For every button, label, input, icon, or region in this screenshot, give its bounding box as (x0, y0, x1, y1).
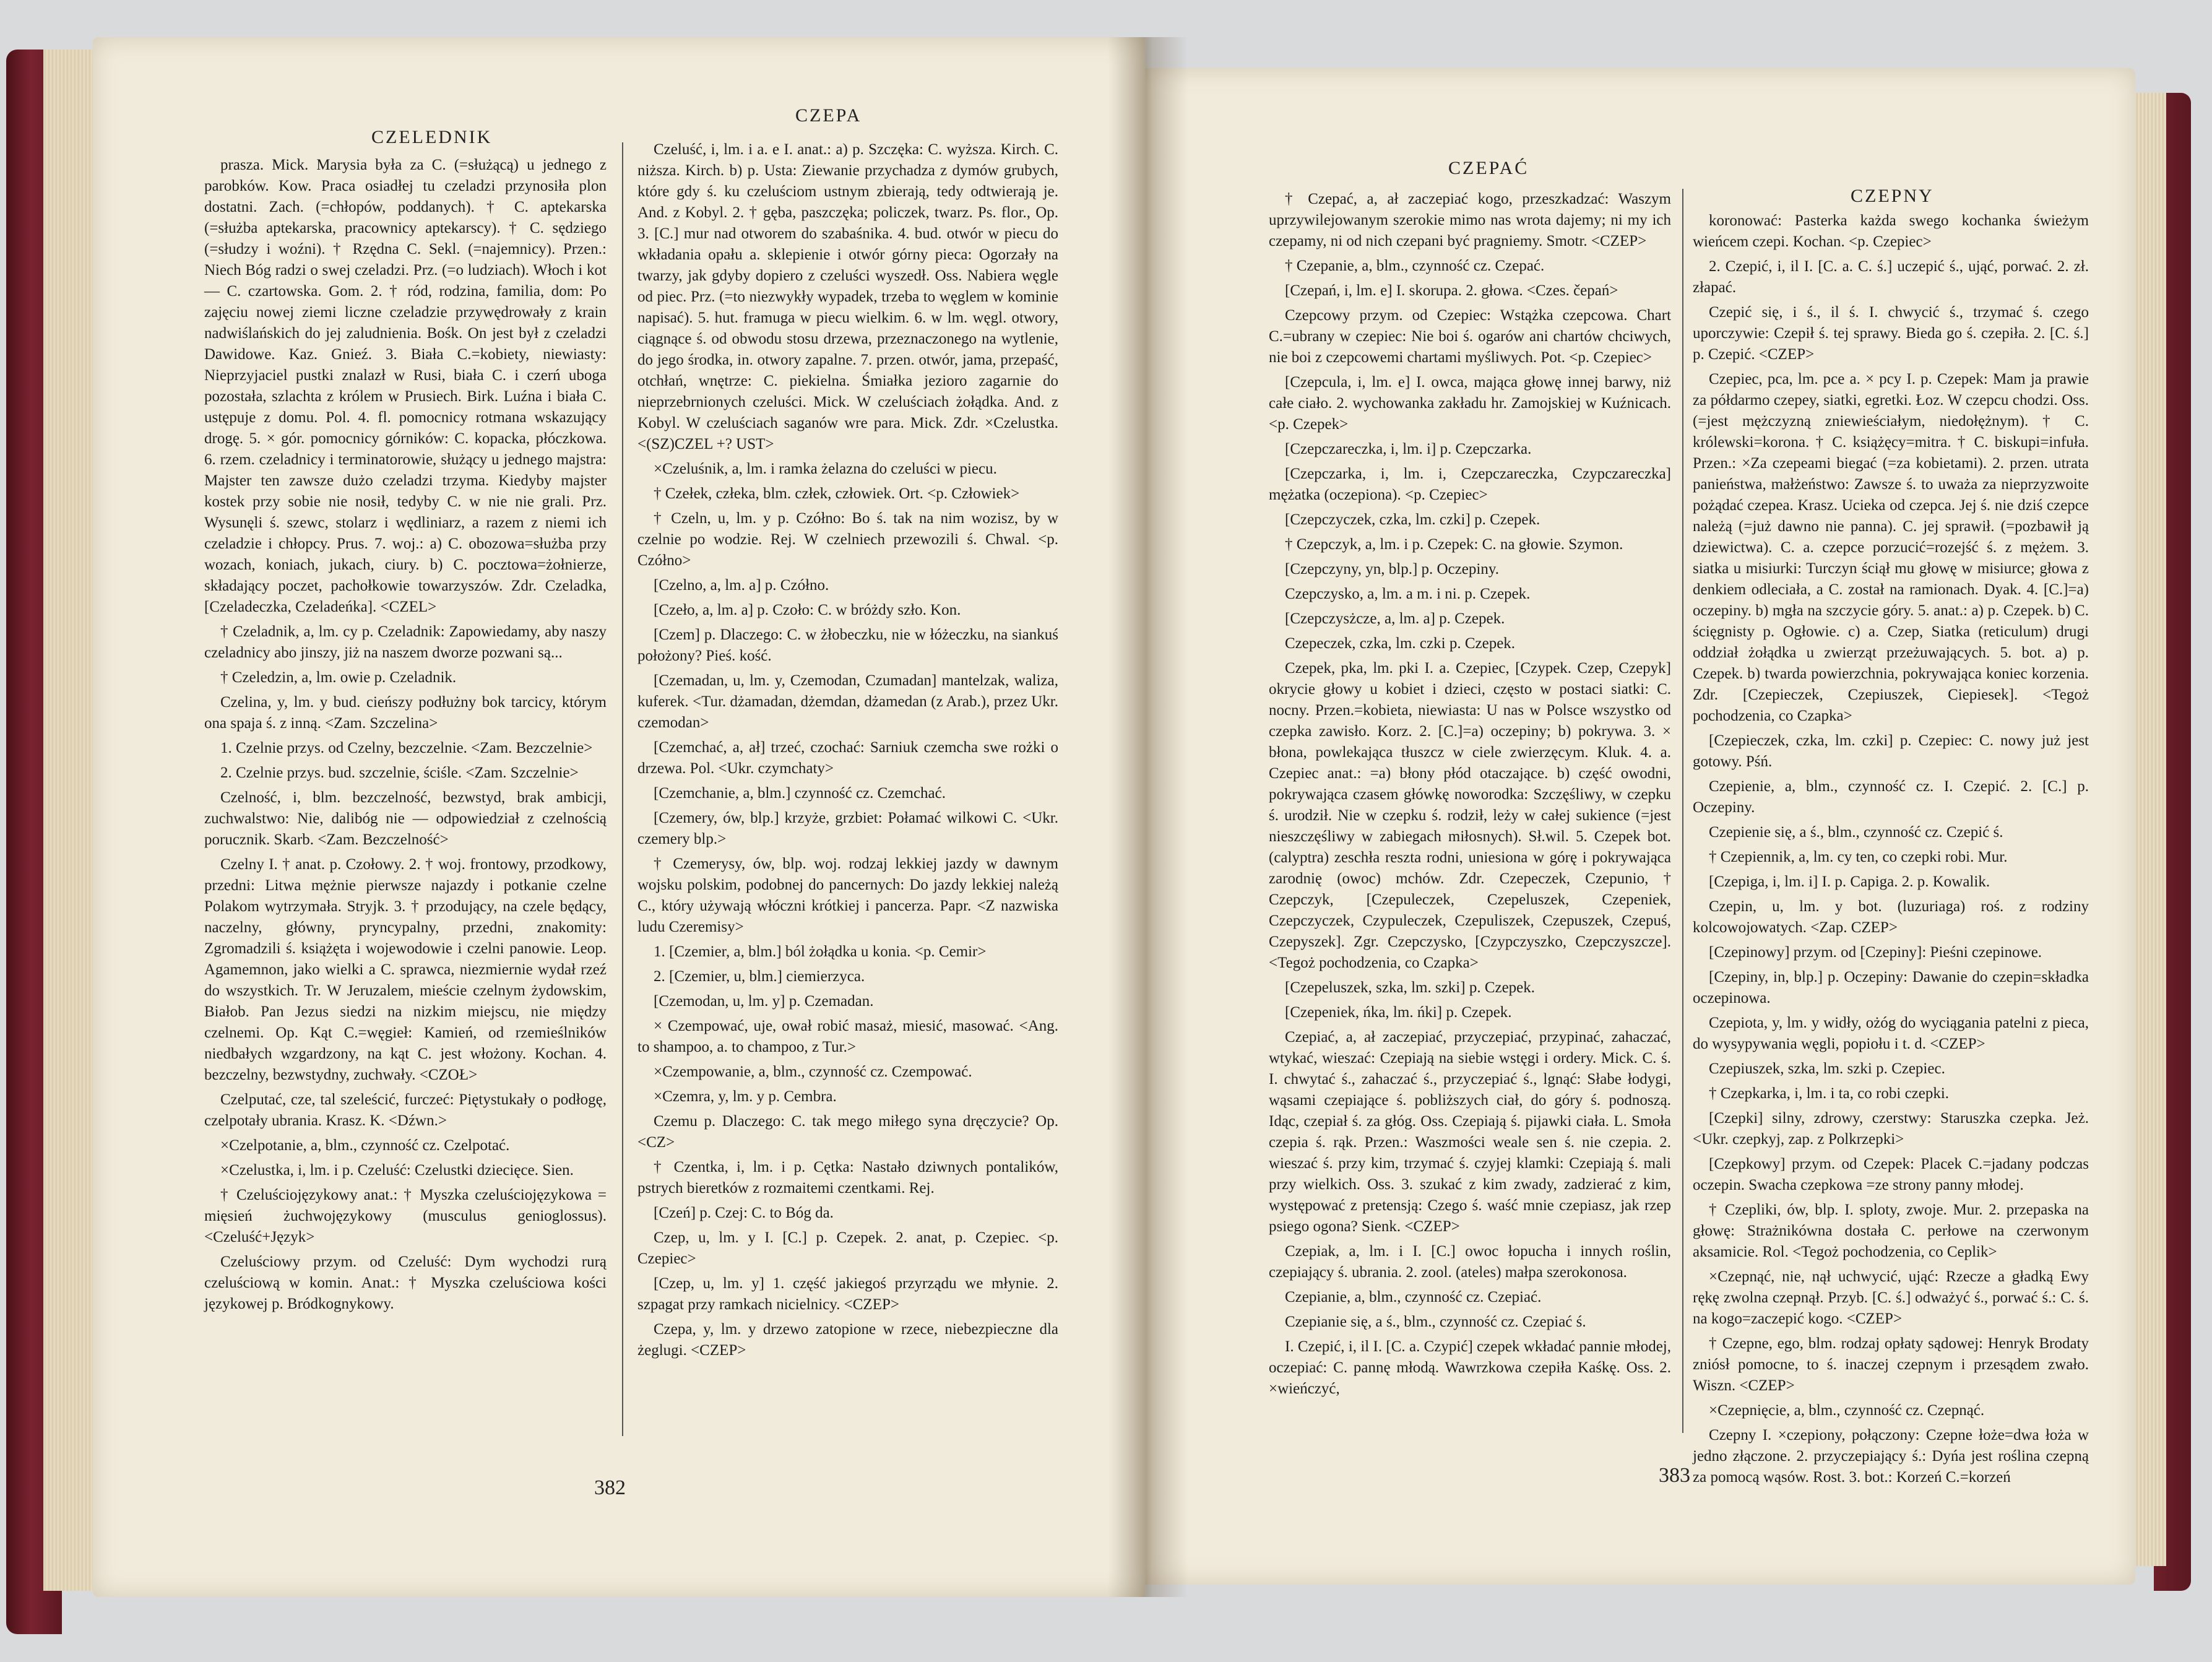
dictionary-entry: I. Czepić, i, il I. [C. a. Czypić] czepek wkładać pannie młodej, oczepiać: C. pannę młodą. Wawrzkowa czepiła Kaśkę. Oss. 2. ×wieńczyć, (1269, 1338, 1671, 1397)
dictionary-entry: † Czeln, u, lm. y p. Czółno: Bo ś. tak na nim wozisz, by w czelnie po wodzie. Rej. W czelniech przewozili ś. Chwal. <p. Czółno> (637, 510, 1058, 569)
dictionary-entry: [Czemchanie, a, blm.] czynność cz. Czemchać. (654, 785, 946, 802)
right-page-column-1 (1269, 189, 1671, 1433)
column-rule-right (1682, 189, 1683, 1433)
dictionary-entry: † Czepczyk, a, lm. i p. Czepek: C. na głowie. Szymon. (1285, 536, 1623, 553)
dictionary-entry: Czepcowy przym. od Czepiec: Wstążka czepcowa. Chart C.=ubrany w czepiec: Nie boi ś. ogarów ani chartów chciwych, nie boi z czepcowemi chartami myśliwych. Pot. <p. Czepiec> (1269, 307, 1671, 366)
dictionary-entry: Czep, u, lm. y I. [C.] p. Czepek. 2. anat, p. Czepiec. <p. Czepiec> (637, 1229, 1058, 1267)
dictionary-entry: [Czepcula, i, lm. e] I. owca, mająca głowę innej barwy, niż całe ciało. 2. wychowanka zakładu hr. Zamojskiej w Kuźnicach. <p. Czepek> (1269, 374, 1671, 433)
page-number-left: 382 (594, 1476, 626, 1499)
dictionary-entry: ×Czepnąć, nie, nął uchwycić, ująć: Rzecze a gładką Ewy rękę zwolna czepnął. Przyb. [C. ś.] odważyć ś., porwać ś.: C. ś. na kogo=zaczepić kogo. <CZEP> (1693, 1268, 2089, 1327)
dictionary-entry: Czepin, u, lm. y bot. (luzuriaga) roś. z rodziny kolcowojowatych. <Zap. CZEP> (1693, 898, 2089, 936)
right-page-column-2 (1693, 210, 2089, 1486)
dictionary-entry: 1. [Czemier, a, blm.] ból żołądka u konia. <p. Cemir> (654, 943, 987, 960)
dictionary-entry: † Czepliki, ów, blp. I. sploty, zwoje. Mur. 2. przepaska na głowę: Strażnikówna dostała C. perłowe na czerwonym aksamicie. Rol. <Tegoż pochodzenia, co Ceplik> (1693, 1201, 2089, 1260)
dictionary-entry: Czepienie się, a ś., blm., czynność cz. Czepić ś. (1709, 824, 2003, 841)
left-page-column-1 (204, 155, 607, 1436)
dictionary-entry: † Czepanie, a, blm., czynność cz. Czepać. (1285, 258, 1545, 274)
dictionary-entry: ×Czepnięcie, a, blm., czynność cz. Czepnąć. (1709, 1402, 1985, 1419)
dictionary-entry: [Czepczarka, i, lm. i, Czepczareczka, Czypczareczka] mężatka (oczepiona). <p. Czepiec> (1269, 465, 1671, 503)
dictionary-entry: [Czemodan, u, lm. y] p. Czemadan. (654, 993, 874, 1010)
dictionary-entry: Czepeczek, czka, lm. czki p. Czepek. (1285, 635, 1516, 652)
dictionary-entry: [Czeło, a, lm. a] p. Czoło: C. w bróżdy szło. Kon. (654, 602, 961, 618)
dictionary-entry: 2. [Czemier, u, blm.] ciemierzyca. (654, 968, 865, 985)
dictionary-entry: ×Czeluśnik, a, lm. i ramka żelazna do czeluści w piecu. (654, 461, 997, 477)
dictionary-entry: prasza. Mick. Marysia była za C. (=służącą) u jednego z parobków. Kow. Praca osiadłej tu czeladzi przynosiła plon dostatni. Zach. (=chłopów, poddanych). † C. aptekarska (=służba aptekarska, pracownicy aptekarscy). † C. sędziego (=słudzy i woźni). † Rzędna C. Sekl. (=najemnicy). Przen.: Niech Bóg radzi o swej czeladzi. Prz. (=o ludziach). Włoch i kot — C. czartowska. Gom. 2. † ród, rodzina, familia, dom: Po zajęciu nowej ziemi liczne czeladzie przywędrowały z krain nadwiślańskich do jej zaludnienia. Bośk. On jest był z czeladzi Dawidowe. Kaz. Gnieź. 3. Biała C.=kobiety, niewiasty: Nieprzyjaciel pustki znalazł w Rusi, biała C. i czerń uboga pozostała, szlachta z królem w Prusiech. Birk. Luźna i biała C. ustępuje z domu. Pol. 4. fl. pomocnicy rotmana wskazujący drogę. 5. × gór. pomocnicy górników: C. kopacka, płóczkowa. 6. rzem. czeladnicy i terminatorowie, służący u jednego majstra: Majster ten zawsze dużo czeladzi trzyma. Kiedyby majster kostek przy sobie nie nosił, tedyby C. w nie nie grali. Prz. Wysunęli ś. szewc, stolarz i wędliniarz, a razem z niemi ich czeladzie i chłopcy. Prus. 7. woj.: a) C. obozowa=służba przy wozach, koniach, jukach, ciury. b) C. pocztowa=żołnierze, składający poczet, pachołkowie towarzyszów. Zdr. Czeladka, [Czeladeczka, Czeladeńka]. <CZEL> (204, 157, 607, 615)
dictionary-entry: [Czepkowy] przym. od Czepek: Placek C.=jadany podczas oczepin. Swacha czepkowa =ze strony panny młodej. (1693, 1156, 2089, 1193)
left-page-column-2 (637, 139, 1058, 1458)
dictionary-entry: × Czempować, uje, ował robić masaż, miesić, masować. <Ang. to shampoo, a. to champoo, z Tur.> (637, 1018, 1058, 1055)
running-head-center-right: CZEPAĆ (1448, 158, 1529, 178)
dictionary-entry: † Czeladnik, a, lm. cy p. Czeladnik: Zapowiedamy, aby naszy czeladnicy abo jinszy, jiż na naszem dworze pozwani są... (204, 623, 607, 661)
dictionary-entry: Czepczysko, a, lm. a m. i ni. p. Czepek. (1285, 586, 1531, 602)
dictionary-entry: koronować: Pasterka każda swego kochanka świeżym wieńcem czepi. Kochan. <p. Czepiec> (1693, 212, 2089, 250)
dictionary-entry: [Czepeniek, ńka, lm. ńki] p. Czepek. (1285, 1004, 1512, 1021)
dictionary-entry: [Czelno, a, lm. a] p. Czółno. (654, 577, 829, 594)
dictionary-entry: [Czepczysżcze, a, lm. a] p. Czepek. (1285, 610, 1505, 627)
dictionary-entry: Czepa, y, lm. y drzewo zatopione w rzece, niebezpieczne dla żeglugi. <CZEP> (637, 1321, 1058, 1359)
dictionary-entry: Czepiak, a, lm. i I. [C.] owoc łopucha i innych roślin, czepiający ś. ubrania. 2. zool. (ateles) małpa szerokonosa. (1269, 1243, 1671, 1281)
running-head-right: CZEPNY (1851, 186, 1934, 206)
dictionary-entry: [Czemery, ów, blp.] krzyże, grzbiet: Połamać wilkowi C. <Ukr. czemery blp.> (637, 810, 1058, 847)
dictionary-entry: [Czepeluszek, szka, lm. szki] p. Czepek. (1285, 979, 1536, 996)
dictionary-entry: † Czepne, ego, blm. rodzaj opłaty sądowej: Henryk Brodaty zniósł pomocne, to ś. inaczej czepnym i przesądem zwało. Wiszn. <CZEP> (1693, 1335, 2089, 1394)
dictionary-entry: Czepny I. ×czepiony, połączony: Czepne łoże=dwa łoża w jedno złączone. 2. przyczepiający ś.: Dyńa jest roślina czepną za pomocą wąsów. Rost. 3. bot.: Korzeń C.=korzeń (1693, 1427, 2089, 1486)
dictionary-entry: Czepianie, a, blm., czynność cz. Czepiać. (1285, 1289, 1542, 1305)
dictionary-entry: Czepić się, i ś., il ś. I. chwycić ś., trzymać ś. czego uporczywie: Czepił ś. tej sprawy. Bieda go ś. czepiła. 2. [C. ś.] p. Czepić. <CZEP> (1693, 304, 2089, 363)
dictionary-entry: † Czełek, człeka, blm. człek, człowiek. Ort. <p. Człowiek> (654, 485, 1020, 502)
dictionary-entry: [Czepczareczka, i, lm. i] p. Czepczarka. (1285, 441, 1532, 457)
dictionary-entry: Czepianie się, a ś., blm., czynność cz. Czepiać ś. (1285, 1314, 1586, 1330)
dictionary-entry: † Czepiennik, a, lm. cy ten, co czepki robi. Mur. (1709, 849, 2008, 865)
dictionary-entry: Czelność, i, blm. bezczelność, bezwstyd, brak ambicji, zuchwalstwo: Nie, dalibóg nie — odpowiedział z czelnością porucznik. Skarb. <Zam. Bezczelność> (204, 789, 607, 848)
running-head-center-left: CZEPA (795, 105, 862, 126)
dictionary-entry: Czelny I. † anat. p. Czołowy. 2. † woj. frontowy, przodkowy, przedni: Litwa mężnie pierwsze najazdy i potkanie czelne Polakom wytrzymała. Stryjk. 3. † przodujący, na czele będący, naczelny, główny, pryncypalny, przedni, znakomity: Zgromadzili ś. książęta i wojewodowie i czelni panowie. Leop. Agamemnon, jako wielki a C. sprawca, niezmiernie wydał rzeź do wszystkich. Tr. W Jeruzalem, mieście czelnym żydowskim, Białob. Pan Jezus siedzi na nizkim miejscu, nie między czelnemi. Op. Kąt C.=węgieł: Kamień, od rzemieślników niedbałych wzgardzony, na kąt C. jest włożony. Kochan. 4. bezczelny, bezwstydny, zuchwały. <CZOŁ> (204, 856, 607, 1083)
dictionary-entry: [Czemadan, u, lm. y, Czemodan, Czumadan] mantelzak, waliza, kuferek. <Tur. dżamadan, dżemdan, dżamedan (z Arab.), przez Ukr. czemodan> (637, 672, 1058, 731)
dictionary-entry: † Czepkarka, i, lm. i ta, co robi czepki. (1709, 1085, 1950, 1102)
dictionary-entry: [Czepiny, in, blp.] p. Oczepiny: Dawanie do czepin=składka oczepinowa. (1693, 969, 2089, 1006)
dictionary-entry: [Czepinowy] przym. od [Czepiny]: Pieśni czepinowe. (1709, 944, 2042, 961)
dictionary-entry: [Czepiga, i, lm. i] I. p. Capiga. 2. p. Kowalik. (1709, 873, 1990, 890)
dictionary-entry: † Czeledzin, a, lm. owie p. Czeladnik. (220, 669, 457, 686)
dictionary-entry: [Czep, u, lm. y] 1. część jakiegoś przyrządu we młynie. 2. szpagat przy ramkach nicielnicy. <CZEP> (637, 1275, 1058, 1313)
dictionary-entry: Czeluściowy przym. od Czeluść: Dym wychodzi rurą czeluściową w komin. Anat.: † Myszka czeluściowa kości językowej p. Bródkognykowy. (204, 1253, 607, 1312)
dictionary-entry: Czelputać, cze, tal szeleścić, furczeć: Piętystukały o podłogę, czelpotały ubrania. Krasz. K. <Dźwn.> (204, 1091, 607, 1129)
page-number-right: 383 (1659, 1464, 1690, 1487)
dictionary-entry: Czepek, pka, lm. pki I. a. Czepiec, [Czypek. Czep, Czepyk] okrycie głowy u kobiet i dzieci, często w postaci siatki: C. nocny. Przen.=kobieta, niewiasta: U nas w Polsce wszystko od czepka zawisło. Korz. 2. [C.]=a) oczepiny; b) pokrywa. 3. × błona, powlekająca tłuszcz w ciele zwierzęcym. Kluk. 4. a. Czepiec anat.: =a) błony płód otaczające. b) część owodni, pokrywająca czasem główkę noworodka: Szczęśliwy, w czepku ś. urodził. Nie w czepku ś. rodził, leży w całej sukience (=jest nieszczęśliwy w zabiegach miłosnych). Sł.wil. 5. Czepek bot. (calyptra) zeschła reszta rodni, uniesiona w górę i pokrywająca zarodnię (owoc) mchów. Zdr. Czepeczek, Czepunio, † Czepczyk, [Czepuleczek, Czepeluszek, Czepeniek, Czepczyczek, Czypuleczek, Czepuliszek, Czepuszek, Czepuś, Czepyszek]. Zgr. Czepczysko, [Czypczyszko, Czepczyszcze]. <Tegoż pochodzenia, co Czapka> (1269, 660, 1671, 971)
dictionary-entry: 2. Czelnie przys. bud. szczelnie, ściśle. <Zam. Szczelnie> (220, 764, 579, 781)
dictionary-entry: † Czeluściojęzykowy anat.: † Myszka czeluściojęzykowa = mięsień żuchwojęzykowy (musculus genioglossus). <Czeluść+Język> (204, 1187, 607, 1245)
dictionary-entry: Czepienie, a, blm., czynność cz. I. Czepić. 2. [C.] p. Oczepiny. (1693, 778, 2089, 816)
dictionary-entry: † Czepać, a, ał zaczepiać kogo, przeszkadzać: Waszym uprzywilejowanym szerokie mimo nas wrota dajemy; ni my ich czepamy, ni od nich czepani być pragniemy. Smotr. <CZEP> (1269, 191, 1671, 249)
dictionary-entry: † Czentka, i, lm. i p. Cętka: Nastało dziwnych pontalików, pstrych bieretków z rozmaitemi czentkami. Rej. (637, 1159, 1058, 1197)
dictionary-entry: [Czemchać, a, ał] trzeć, czochać: Sarniuk czemcha swe rożki o drzewa. Pol. <Ukr. czymchaty> (637, 739, 1058, 777)
dictionary-entry: [Czepki] silny, zdrowy, czerstwy: Staruszka czepka. Jeż. <Ukr. czepkyj, zap. z Polkrzepki> (1693, 1110, 2089, 1148)
running-head-left: CZELEDNIK (371, 127, 493, 147)
book-gutter (1108, 37, 1188, 1597)
dictionary-entry: 1. Czelnie przys. od Czelny, bezczelnie. <Zam. Bezczelnie> (220, 740, 593, 756)
dictionary-entry: Czemu p. Dlaczego: C. tak mego miłego syna dręczycie? Op. <CZ> (637, 1113, 1058, 1151)
dictionary-entry: ×Czelustka, i, lm. i p. Czeluść: Czelustki dziecięce. Sien. (220, 1162, 574, 1179)
dictionary-entry: [Czepieczek, czka, lm. czki] p. Czepiec: C. nowy już jest gotowy. Pśń. (1693, 732, 2089, 770)
dictionary-entry: ×Czelpotanie, a, blm., czynność cz. Czelpotać. (220, 1137, 510, 1154)
column-rule-left (622, 142, 623, 1436)
dictionary-entry: [Czepań, i, lm. e] I. skorupa. 2. głowa. <Czes. čepań> (1285, 282, 1618, 299)
dictionary-entry: [Czepczyczek, czka, lm. czki] p. Czepek. (1285, 511, 1540, 528)
dictionary-entry: Czepiec, pca, lm. pce a. × pcy I. p. Czepek: Mam ja prawie za półdarmo czepey, siatki, egretki. Łoz. W czepcu chodzi. Oss. (=jest mężczyzną zniewieściałym, niedołężnym). † C. królewski=korona. † C. książęcy=mitra. † C. biskupi=infuła. Przen.: ×Za czepeami biegać (=za kobietami). 2. przen. utrata panieństwa, małżeństwo: Zawsze ś. to uważa za nieprzyzwoite pożądać czepea. Krasz. Ucieka od czepca. Jej ś. nie dziś czepce należą (=już dawno nie panna). C. jej sprawił. (=pozbawił ją dziewictwa). C. a. czepce porzucić=rozejść ś. z mężem. 3. siatka u misiurki: Turczyn ściął mu głowę w misiurce; głowa z denkiem odleciała, a C. został na ramionach. Dyak. 4. [C.]=a) oczepiny. b) mgła na szczycie góry. 5. anat.: a) p. Czepek. b) C. ścięgnisty p. Ogłowie. c) a. Czep, Siatka (reticulum) drugi oddział żołądka u zwierząt przeżuwających. 5. bot. a) p. Czepek. b) twarda powierzchnia, pokrywająca koniec korzenia. Zdr. [Czepieczek, Czepiuszek, Ciepiesek]. <Tegoż pochodzenia, co Czapka> (1693, 371, 2089, 724)
page-edges-left (43, 50, 99, 1591)
dictionary-entry: 2. Czepić, i, il I. [C. a. C. ś.] uczepić ś., ująć, porwać. 2. zł. złapać. (1693, 258, 2089, 296)
dictionary-entry: Czepiać, a, ał zaczepiać, przyczepiać, przypinać, zahaczać, wtykać, wieszać: Czepiają na siebie wstęgi i ordery. Mick. C. ś. I. chwytać ś., zahaczać ś., przyczepiać ś., lgnąć: Słabe łodygi, wąsami czepiające ś. pobliższych ciał, do góry ś. podnoszą. Idąc, czepiał ś. za głóg. Oss. Czepiają ś. pijawki ciała. L. Smoła czepia ś. rąk. Przen.: Waszmości weale sen ś. nie czepia. 2. wieszać ś. przy kim, trzymać ś. czyjej klamki: Czepiają ś. mali przy wielkich. Oss. 3. szukać z kim zwady, zadzierać z kim, występować z pretensją: Czego ś. waść mnie czepiasz, jak rzep psiego ogona? Sienk. <CZEP> (1269, 1029, 1671, 1235)
dictionary-entry: ×Czemra, y, lm. y p. Cembra. (654, 1088, 837, 1105)
dictionary-entry: Czepiota, y, lm. y widły, ożóg do wyciągania patelni z pieca, do wysypywania węgli, popiołu i t. d. <CZEP> (1693, 1015, 2089, 1052)
dictionary-entry: † Czemerysy, ów, blp. woj. rodzaj lekkiej jazdy w dawnym wojsku polskim, podobnej do pancernych: Do jazdy lekkiej należą C., który używają włóczni krótkiej i pancerza. Papr. <Z nazwiska ludu Czeremisy> (637, 855, 1058, 935)
dictionary-entry: [Czeń] p. Czej: C. to Bóg da. (654, 1205, 834, 1221)
dictionary-entry: [Czepczyny, yn, blp.] p. Oczepiny. (1285, 561, 1499, 578)
dictionary-entry: Czeluść, i, lm. i a. e I. anat.: a) p. Szczęka: C. wyższa. Kirch. C. niższa. Kirch. b) p. Usta: Ziewanie przychadza z dymów grubych, które gdy ś. ku czeluściom ustnym zbierają, tedy odtwierają je. And. z Kobyl. 2. † gęba, paszczęka; policzek, twarz. Ps. flor., Op. 3. [C.] mur nad otworem do szabaśnika. 4. bud. otwór w piecu do wkładania opału a. sklepienie i otwór górny pieca: Ogorzały na twarzy, jak gdyby dopiero z czeluści wyszedł. Oss. Nabiera węgle od piec. Prz. (=to niezwykły wypadek, trzeba to węglem w kominie napisać). 5. hut. framuga w piecu wielkim. 6. w lm. węgl. otwory, ciągnące ś. od obwodu stosu drzewa, przeznaczonego na wytlenie, do jego środka, in. otwory zapalne. 7. przen. otwór, jama, przepaść, otchłań, wnętrze: C. piekielna. Śmiałka jezioro zagarnie do nieprzebrnionych czeluści. Mick. W czeluściach żołądka. And. z Kobyl. W czeluściach saganów wre para. Mick. Zdr. ×Czelustka. <(SZ)CZEL +? UST> (637, 141, 1058, 452)
dictionary-entry: ×Czempowanie, a, blm., czynność cz. Czempować. (654, 1063, 972, 1080)
dictionary-entry: Czelina, y, lm. y bud. cieńszy podłużny bok tarcicy, którym ona spaja ś. z inną. <Zam. Szczelina> (204, 694, 607, 732)
dictionary-entry: Czepiuszek, szka, lm. szki p. Czepiec. (1709, 1060, 1945, 1077)
dictionary-entry: [Czem] p. Dlaczego: C. w żłobeczku, nie w łóżeczku, na siankuś położony? Pieś. kość. (637, 626, 1058, 664)
